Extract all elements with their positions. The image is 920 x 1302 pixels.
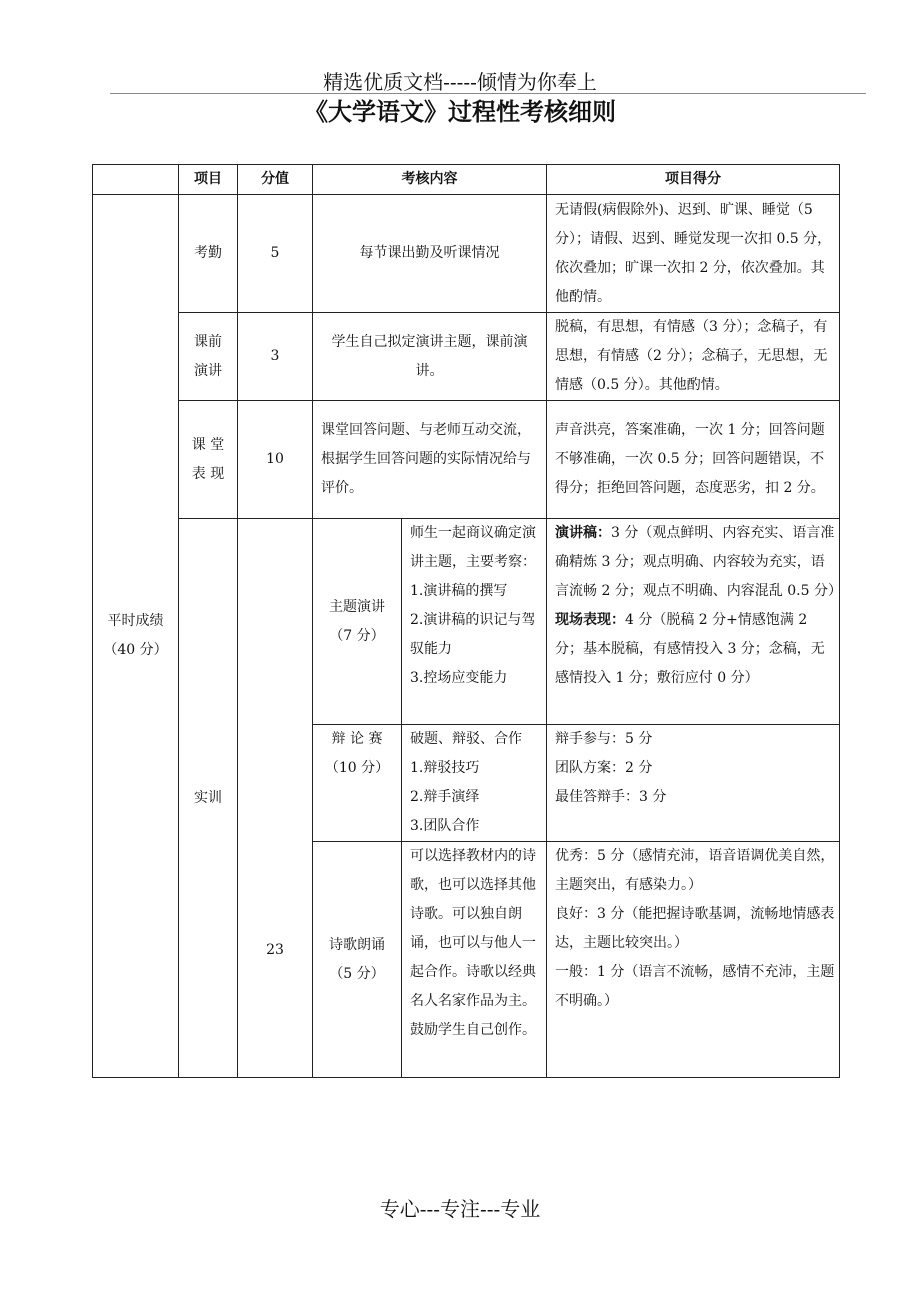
content-cell: 课堂回答问题、与老师互动交流，根据学生回答问题的实际情况给与评价。 [313, 401, 547, 519]
table-row [93, 313, 840, 401]
header-cell-category [93, 165, 179, 195]
table-row [93, 401, 840, 519]
subitem-name-cell [313, 519, 402, 725]
scoring-text-speech-draft: 3 分（观点鲜明、内容充实、语言准确精炼 3 分；观点明确、内容较为充实，语言流畅 2 分；观点不明确、内容混乱 0.5 分） [555, 525, 842, 599]
subitem-requirement-cell: 可以选择教材内的诗歌，也可以选择其他诗歌。可以独自朗诵，也可以与他人一起合作。诗歌以经典名人名家作品为主。鼓励学生自己创作。 [402, 842, 547, 1078]
subitem-points: （5 分） [329, 965, 385, 982]
scoring-cell: 无请假(病假除外)、迟到、旷课、睡觉（5 分）；请假、迟到、睡觉发现一次扣 0.5 分，依次叠加；旷课一次扣 2 分，依次叠加。其他酌情。 [547, 195, 840, 313]
practice-score-cell: 23 [238, 519, 313, 1078]
subitem-name: 主题演讲 [329, 598, 385, 615]
table-row [93, 519, 840, 725]
header-cell-score: 分值 [238, 165, 313, 195]
item-cell: 考勤 [179, 195, 238, 313]
scoring-cell: 脱稿，有思想，有情感（3 分）；念稿子，有思想，有情感（2 分）；念稿子，无思想，无情感（0.5 分）。其他酌情。 [547, 313, 840, 401]
content-cell: 学生自己拟定演讲主题，课前演讲。 [313, 313, 547, 401]
score-cell: 10 [238, 401, 313, 519]
page-footer: 专心---专注---专业 [379, 1197, 541, 1221]
subitem-scoring-cell: 辩手参与：5 分 团队方案：2 分 最佳答辩手：3 分 [547, 725, 840, 842]
score-cell: 3 [238, 313, 313, 401]
table-row [93, 195, 840, 313]
page-header: 精选优质文档-----倾情为你奉上 [323, 70, 597, 94]
document-title: 《大学语文》过程性考核细则 [304, 98, 616, 126]
subitem-name: 诗歌朗诵 [329, 936, 385, 953]
scoring-label-speech-draft: 演讲稿： [555, 525, 611, 541]
scoring-cell: 声音洪亮，答案准确，一次 1 分；回答问题不够准确，一次 0.5 分；回答问题错误，不得分；拒绝回答问题，态度恶劣，扣 2 分。 [547, 401, 840, 519]
item-cell: 课前 演讲 [179, 313, 238, 401]
subitem-requirement-cell: 破题、辩驳、合作 1.辩驳技巧 2.辩手演绎 3.团队合作 [402, 725, 547, 842]
item-cell: 课 堂 表 现 [179, 401, 238, 519]
header-cell-scoring: 项目得分 [547, 165, 840, 195]
header-cell-item: 项目 [179, 165, 238, 195]
table-header-row [93, 165, 840, 195]
scoring-text-live-performance: 4 分（脱稿 2 分+情感饱满 2 分；基本脱稿，有感情投入 3 分；念稿，无感情投入 1 分；敷衍应付 0 分） [555, 612, 825, 686]
category-cell [93, 195, 179, 1078]
subitem-name-cell [313, 842, 402, 1078]
subitem-scoring-cell [547, 519, 840, 725]
subitem-name-cell [313, 725, 402, 842]
category-points: （40 分） [103, 642, 168, 658]
scoring-label-live-performance: 现场表现： [555, 612, 625, 628]
subitem-name: 辩 论 赛 [331, 731, 383, 747]
category-label: 平时成绩 [107, 613, 164, 629]
score-cell: 5 [238, 195, 313, 313]
subitem-points: （7 分） [329, 627, 385, 644]
subitem-scoring-cell: 优秀：5 分（感情充沛，语音语调优美自然，主题突出，有感染力。） 良好：3 分（能把握诗歌基调，流畅地情感表达，主题比较突出。） 一般：1 分（语言不流畅，感情不充沛，主题不明确。） [547, 842, 840, 1078]
practice-item-cell: 实训 [179, 519, 238, 1078]
header-cell-content: 考核内容 [313, 165, 547, 195]
subitem-requirement-cell: 师生一起商议确定演讲主题，主要考察： 1.演讲稿的撰写 2.演讲稿的识记与驾驭能力 3.控场应变能力 [402, 519, 547, 725]
subitem-points: （10 分） [324, 760, 390, 776]
assessment-table [92, 164, 840, 1078]
content-cell: 每节课出勤及听课情况 [313, 195, 547, 313]
